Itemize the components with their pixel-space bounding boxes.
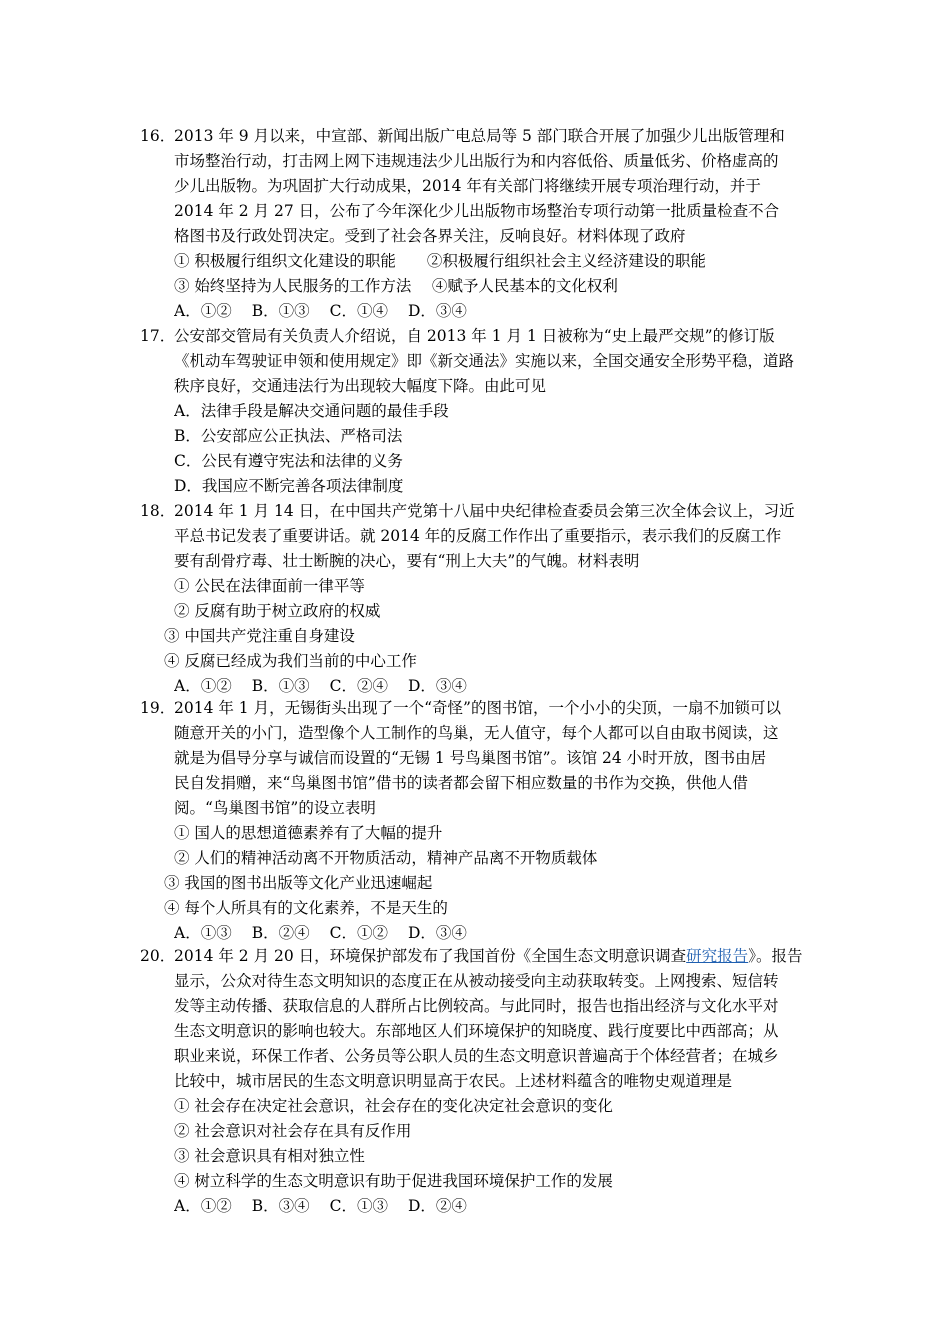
question-18 bbox=[140, 499, 820, 699]
option-line: ③ 中国共产党注重自身建设 bbox=[164, 627, 355, 645]
stem-line: 市场整治行动，打击网上网下违规违法少儿出版行为和内容低俗、质量低劣、价格虚高的 bbox=[174, 152, 779, 170]
choice-a: A．①② bbox=[174, 302, 232, 320]
stem-line: 阅。“鸟巢图书馆”的设立表明 bbox=[174, 799, 376, 817]
stem-line: 少儿出版物。为巩固扩大行动成果，2014 年有关部门将继续开展专项治理行动，并于 bbox=[174, 177, 761, 195]
stem-text: 2014 年 2 月 20 日，环境保护部发布了我国首份《全国生态文明意识调查 bbox=[174, 947, 687, 965]
option-b: B．公安部应公正执法、严格司法 bbox=[174, 427, 403, 445]
answer-choices bbox=[174, 921, 820, 946]
choice-a: A．①② bbox=[174, 677, 232, 695]
option-a: A．法律手段是解决交通问题的最佳手段 bbox=[174, 402, 449, 420]
stem-line: 格图书及行政处罚决定。受到了社会各界关注，反响良好。材料体现了政府 bbox=[174, 227, 686, 245]
question-body bbox=[174, 324, 820, 499]
option-c: C．公民有遵守宪法和法律的义务 bbox=[174, 452, 403, 470]
question-number: 19． bbox=[140, 699, 176, 717]
stem-line: 秩序良好，交通违法行为出现较大幅度下降。由此可见 bbox=[174, 377, 547, 395]
stem-line: 2014 年 1 月 14 日，在中国共产党第十八届中央纪律检查委员会第三次全体会议上，习近 bbox=[174, 502, 795, 520]
choice-d: D．③④ bbox=[407, 924, 467, 942]
stem-line: 发等主动传播、获取信息的人群所占比例较高。与此同时，报告也指出经济与文化水平对 bbox=[174, 997, 779, 1015]
choice-d: D．③④ bbox=[407, 302, 467, 320]
choice-a: A．①② bbox=[174, 1197, 232, 1215]
stem-line: 显示，公众对待生态文明知识的态度正在从被动接受向主动获取转变。上网搜索、短信转 bbox=[174, 972, 779, 990]
answer-choices bbox=[174, 299, 820, 324]
stem-line: 2013 年 9 月以来，中宣部、新闻出版广电总局等 5 部门联合开展了加强少儿出版管理和 bbox=[174, 127, 785, 145]
question-17 bbox=[140, 324, 820, 499]
stem-line bbox=[174, 944, 820, 969]
question-19 bbox=[140, 696, 820, 946]
stem-line: 公安部交管局有关负责人介绍说，自 2013 年 1 月 1 日被称为“史上最严交规”的修订版 bbox=[174, 327, 775, 345]
option-line: ① 社会存在决定社会意识，社会存在的变化决定社会意识的变化 bbox=[174, 1097, 613, 1115]
choice-b: B．③④ bbox=[251, 1197, 310, 1215]
stem-line: 2014 年 2 月 27 日，公布了今年深化少儿出版物市场整治专项行动第一批质量检查不合 bbox=[174, 202, 780, 220]
question-body bbox=[164, 696, 820, 946]
stem-text: 》。报告 bbox=[748, 947, 803, 965]
option-line: ④ 反腐已经成为我们当前的中心工作 bbox=[164, 652, 417, 670]
question-number: 16． bbox=[140, 127, 176, 145]
stem-line: 比较中，城市居民的生态文明意识明显高于农民。上述材料蕴含的唯物史观道理是 bbox=[174, 1072, 733, 1090]
stem-line: 就是为倡导分享与诚信而设置的“无锡 1 号鸟巢图书馆”。该馆 24 小时开放，图书由居 bbox=[174, 749, 767, 767]
choice-c: C．②④ bbox=[329, 677, 388, 695]
option-line: ② 社会意识对社会存在具有反作用 bbox=[174, 1122, 412, 1140]
option-line: ② 人们的精神活动离不开物质活动，精神产品离不开物质载体 bbox=[174, 849, 598, 867]
choice-d: D．②④ bbox=[407, 1197, 467, 1215]
option-line: ① 公民在法律面前一律平等 bbox=[174, 577, 365, 595]
option-line: ③ 我国的图书出版等文化产业迅速崛起 bbox=[164, 874, 433, 892]
question-number: 20． bbox=[140, 947, 176, 965]
choice-a: A．①③ bbox=[174, 924, 232, 942]
choice-b: B．①③ bbox=[251, 677, 310, 695]
stem-line: 随意开关的小门，造型像个人工制作的鸟巢，无人值守，每个人都可以自由取书阅读，这 bbox=[174, 724, 779, 742]
stem-line: 《机动车驾驶证申领和使用规定》即《新交通法》实施以来，全国交通安全形势平稳，道路 bbox=[174, 352, 795, 370]
option-line: ① 国人的思想道德素养有了大幅的提升 bbox=[174, 824, 443, 842]
option-d: D．我国应不断完善各项法律制度 bbox=[174, 477, 404, 495]
question-body bbox=[164, 499, 820, 699]
research-report-link[interactable]: 研究报告 bbox=[686, 947, 749, 965]
stem-line: 职业来说，环保工作者、公务员等公职人员的生态文明意识普遍高于个体经营者；在城乡 bbox=[174, 1047, 779, 1065]
stem-line: 生态文明意识的影响也较大。东部地区人们环境保护的知晓度、践行度要比中西部高；从 bbox=[174, 1022, 779, 1040]
choice-d: D．③④ bbox=[407, 677, 467, 695]
choice-b: B．①③ bbox=[251, 302, 310, 320]
stem-line: 2014 年 1 月，无锡街头出现了一个“奇怪”的图书馆，一个小小的尖顶，一扇不加锁可以 bbox=[174, 699, 781, 717]
stem-line: 民自发捐赠，来“鸟巢图书馆”借书的读者都会留下相应数量的书作为交换，供他人借 bbox=[174, 774, 748, 792]
question-16 bbox=[140, 124, 820, 324]
question-number: 18． bbox=[140, 502, 176, 520]
stem-line: 平总书记发表了重要讲话。就 2014 年的反腐工作作出了重要指示，表示我们的反腐工作 bbox=[174, 527, 782, 545]
option-line: ④ 每个人所具有的文化素养，不是天生的 bbox=[164, 899, 448, 917]
question-body bbox=[174, 124, 820, 324]
option-line: ③ 始终坚持为人民服务的工作方法 ④赋予人民基本的文化权利 bbox=[174, 277, 618, 295]
option-line: ① 积极履行组织文化建设的职能 ②积极履行组织社会主义经济建设的职能 bbox=[174, 252, 706, 270]
option-line: ③ 社会意识具有相对独立性 bbox=[174, 1147, 365, 1165]
stem-line: 要有刮骨疗毒、壮士断腕的决心，要有“刑上大夫”的气魄。材料表明 bbox=[174, 552, 640, 570]
choice-b: B．②④ bbox=[251, 924, 310, 942]
option-line: ② 反腐有助于树立政府的权威 bbox=[174, 602, 381, 620]
choice-c: C．①③ bbox=[329, 1197, 388, 1215]
question-body bbox=[174, 944, 820, 1219]
choice-c: C．①④ bbox=[329, 302, 388, 320]
question-20 bbox=[140, 944, 820, 1219]
choice-c: C．①② bbox=[329, 924, 388, 942]
answer-choices bbox=[174, 1194, 820, 1219]
option-line: ④ 树立科学的生态文明意识有助于促进我国环境保护工作的发展 bbox=[174, 1172, 613, 1190]
question-number: 17． bbox=[140, 327, 176, 345]
